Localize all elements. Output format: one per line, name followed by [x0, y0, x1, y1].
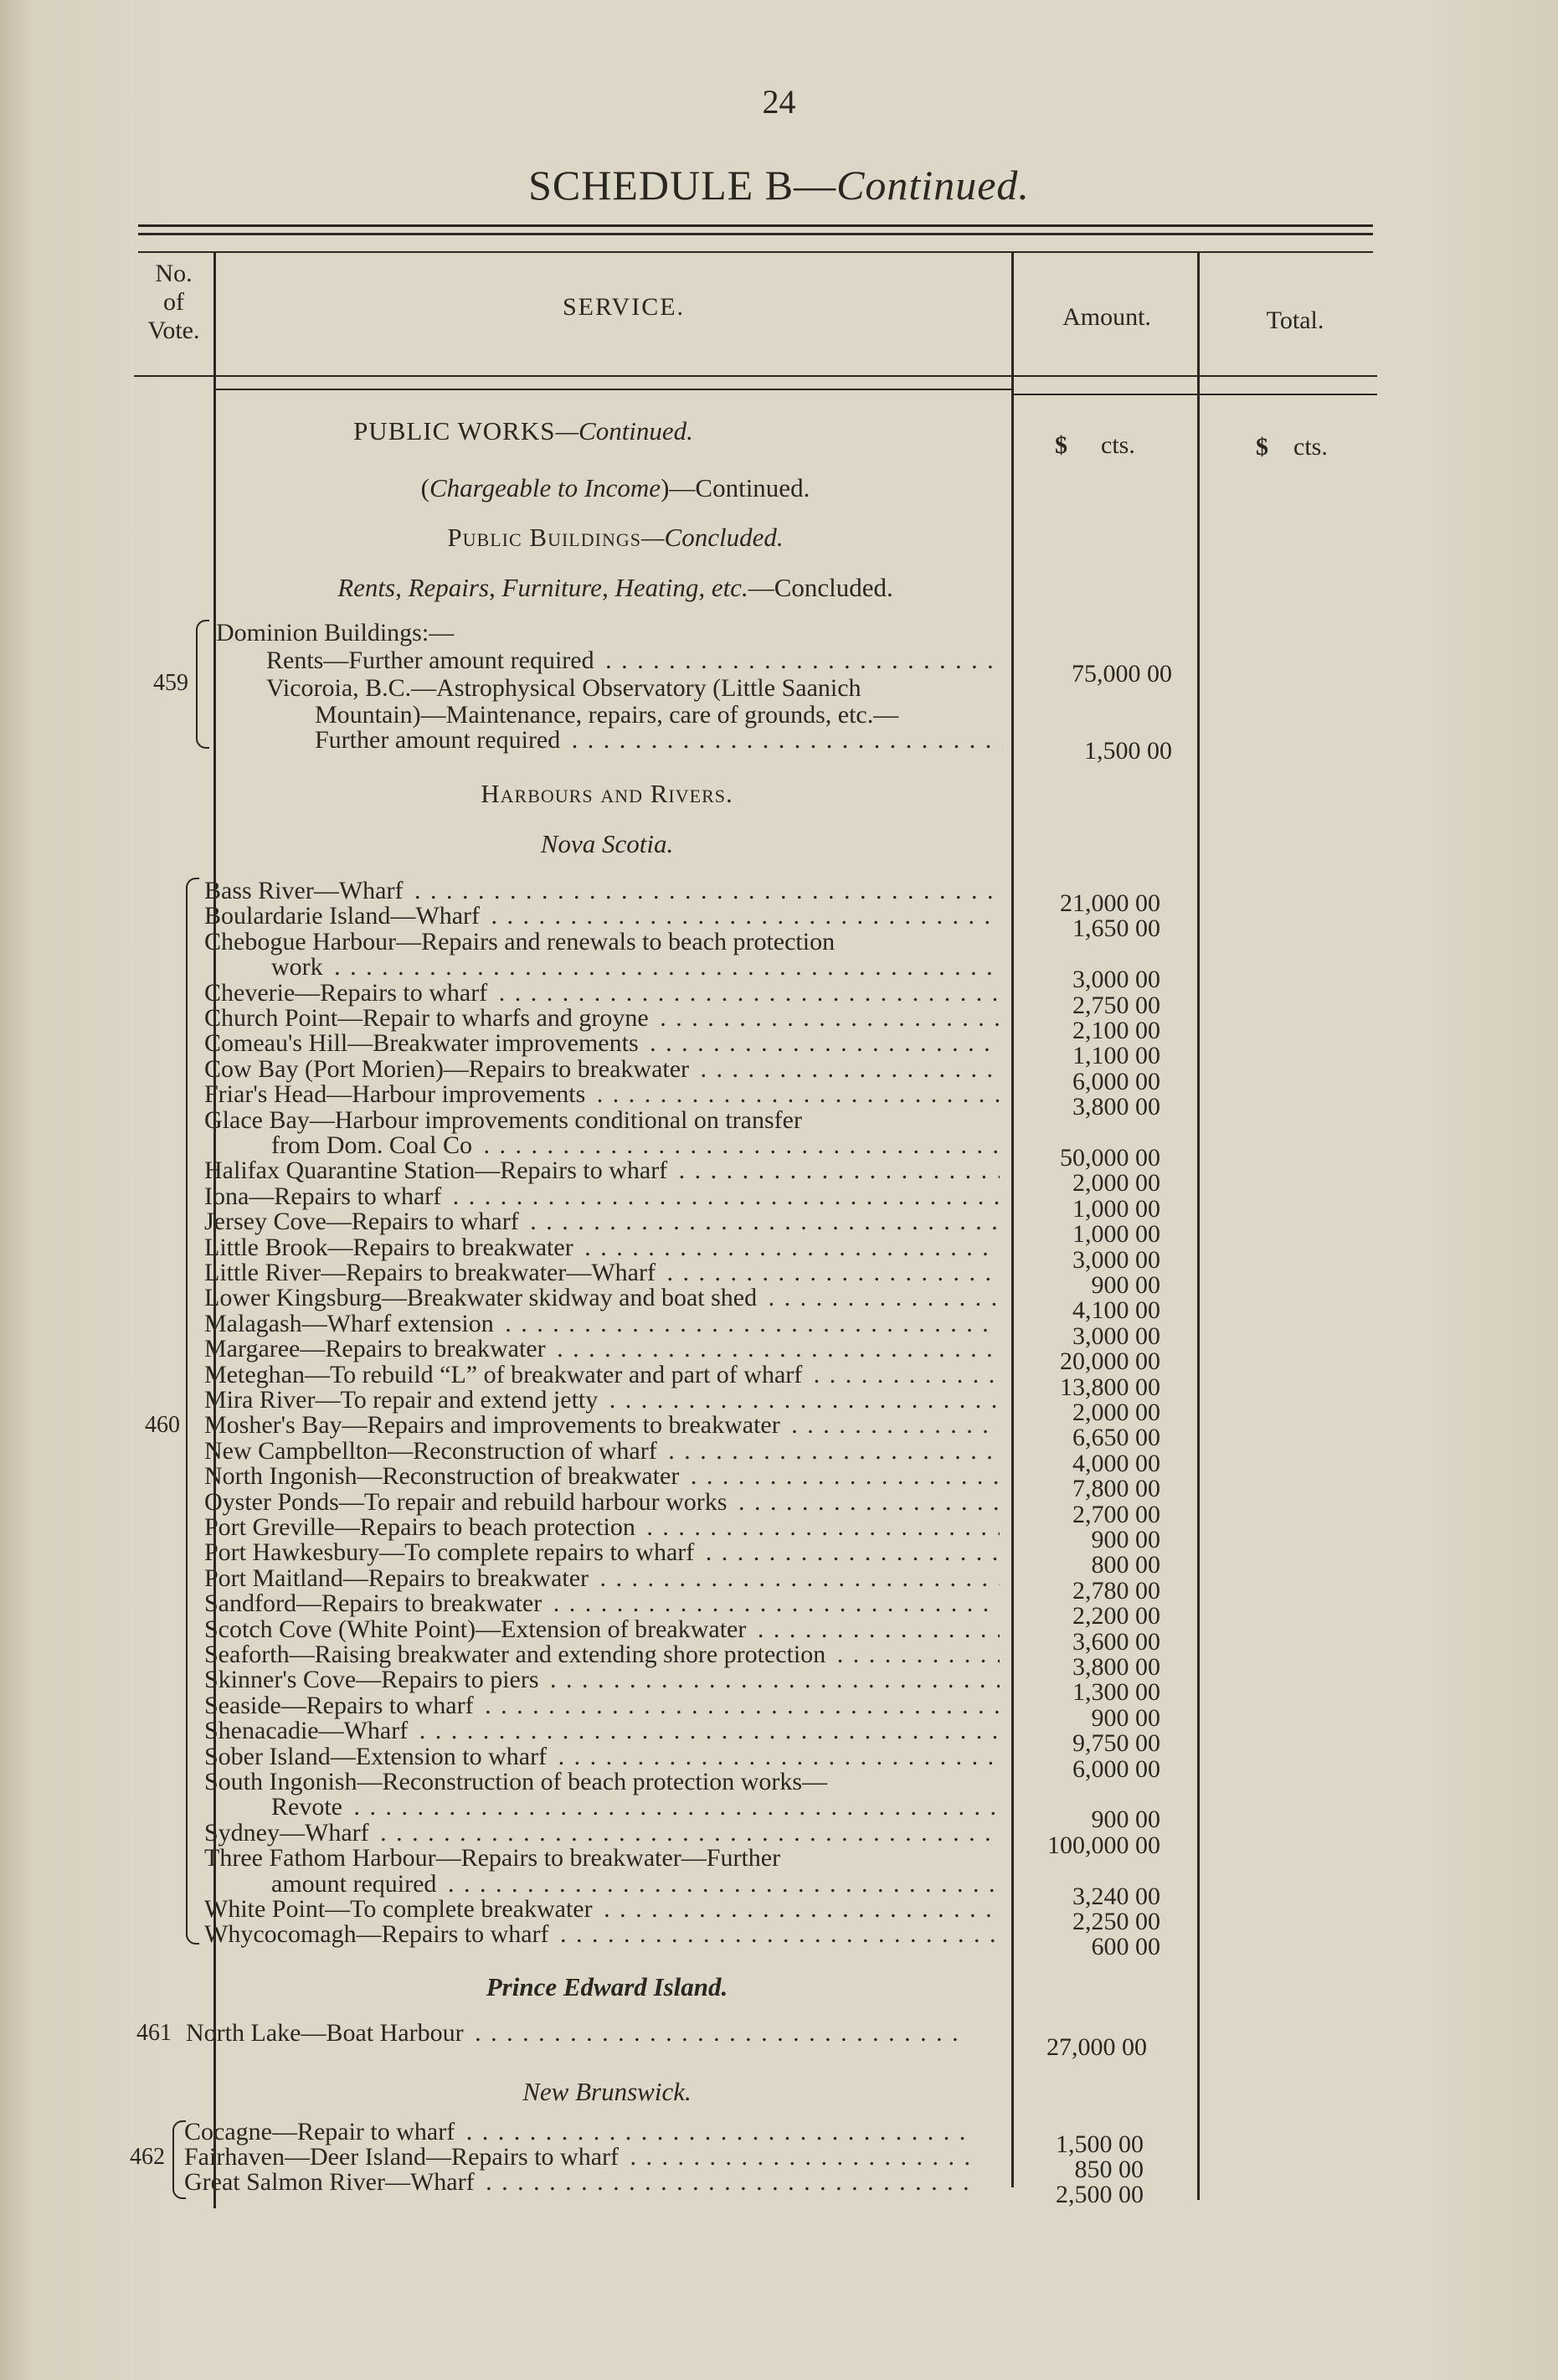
- ns-label: Cheverie—Repairs to wharf: [204, 979, 488, 1007]
- vote-462: 462: [130, 2144, 165, 2170]
- nb-label: Fairhaven—Deer Island—Repairs to wharf: [184, 2144, 619, 2171]
- ns-label: Jersey Cove—Repairs to wharf: [204, 1208, 519, 1236]
- ns-amount: 3,000 00: [1072, 1321, 1160, 1350]
- ns-amount: 900 00: [1091, 1703, 1160, 1732]
- ns-row: [204, 1030, 1000, 1057]
- nb-amount: 2,500 00: [1056, 2181, 1144, 2208]
- total-unit: [1256, 433, 1381, 461]
- ns-row: [204, 1081, 1000, 1108]
- ns-amount: 2,000 00: [1072, 1169, 1160, 1198]
- ns-row: [204, 1234, 1000, 1261]
- header-total: Total.: [1266, 307, 1324, 334]
- header-vote: Vote.: [147, 317, 200, 344]
- ns-row: [204, 1896, 1000, 1923]
- ns-amount: 3,240 00: [1072, 1882, 1160, 1910]
- ns-row: [204, 1489, 1000, 1516]
- ns-amount: 3,000 00: [1072, 966, 1160, 994]
- ns-row: [204, 1387, 1000, 1414]
- ns-amount: 21,000 00: [1060, 889, 1160, 917]
- ns-row: [204, 1590, 1000, 1617]
- section-new-brunswick: [218, 2077, 996, 2107]
- ns-label: work: [271, 954, 323, 981]
- nb-amount: 850 00: [1074, 2156, 1144, 2183]
- ns-row: [204, 1260, 1000, 1286]
- ns-row: [204, 1285, 1000, 1311]
- ns-row: [204, 980, 1000, 1007]
- ns-amount: 3,000 00: [1072, 1245, 1160, 1274]
- ns-label: Scotch Cove (White Point)—Extension of breakwater: [204, 1615, 747, 1643]
- public-works-heading: PUBLIC WORKS: [353, 416, 556, 446]
- header-amount: Amount.: [1062, 303, 1151, 331]
- ns-row: [204, 1438, 1000, 1465]
- ns-label: Revote: [271, 1794, 342, 1821]
- section-public-works: [218, 416, 829, 446]
- ns-amount: 1,650 00: [1072, 914, 1160, 943]
- ns-amount: 3,800 00: [1072, 1653, 1160, 1681]
- new-brunswick-heading: New Brunswick.: [522, 2077, 692, 2106]
- ns-row: [271, 1871, 1000, 1898]
- ns-amount: 100,000 00: [1047, 1831, 1160, 1859]
- ns-row: [204, 1921, 1000, 1948]
- rents-heading: Rents, Repairs, Furniture, Heating, etc.: [337, 573, 748, 602]
- public-works-cont: —Continued.: [555, 416, 693, 446]
- north-lake-line: North Lake—Boat Harbour . . .: [186, 2020, 969, 2047]
- section-chargeable: (Chargeable to Income)—Continued.: [420, 473, 810, 502]
- nb-row: [184, 2144, 971, 2171]
- ns-amount: 2,250 00: [1072, 1908, 1160, 1935]
- vote-460: 460: [145, 1412, 180, 1438]
- ns-label: Little Brook—Repairs to breakwater: [204, 1234, 573, 1261]
- ns-label: Sandford—Repairs to breakwater: [204, 1590, 542, 1618]
- ns-label: North Ingonish—Reconstruction of breakwater: [204, 1463, 680, 1491]
- section-rents: [218, 573, 1013, 603]
- nb-row: [184, 2119, 971, 2146]
- ns-label: Mira River—To repair and extend jetty: [204, 1387, 599, 1414]
- ns-amount: 13,800 00: [1060, 1373, 1160, 1401]
- page-number: 24: [762, 83, 796, 121]
- ns-amount: 800 00: [1091, 1551, 1160, 1579]
- ns-row: [204, 1183, 1000, 1210]
- ns-row: [204, 1692, 1000, 1719]
- chargeable-heading: Chargeable to Income: [429, 473, 661, 502]
- ns-label: Church Point—Repair to wharfs and groyne: [204, 1005, 649, 1032]
- ns-row: [204, 1463, 1000, 1490]
- ns-row: [204, 1107, 1000, 1134]
- nb-amount: 1,500 00: [1056, 2130, 1144, 2158]
- ns-row: [204, 1744, 1000, 1770]
- victoria-line-2: Mountain)—Maintenance, repairs, care of grounds, etc.—: [315, 701, 899, 729]
- ns-label: Sober Island—Extension to wharf: [204, 1743, 548, 1770]
- ns-amount: 1,300 00: [1072, 1678, 1160, 1707]
- ns-label: from Dom. Coal Co: [271, 1132, 472, 1159]
- section-pei: [218, 1972, 996, 2002]
- public-buildings-heading: Public Buildings: [447, 523, 641, 552]
- ns-row: [204, 1769, 1000, 1795]
- ns-label: New Campbellton—Reconstruction of wharf: [204, 1437, 657, 1465]
- brace-460: [186, 878, 199, 1945]
- ns-amount: 3,600 00: [1072, 1627, 1160, 1656]
- ns-amount: 4,000 00: [1072, 1449, 1160, 1477]
- ns-amount: 9,750 00: [1072, 1729, 1160, 1758]
- nb-row: [184, 2169, 971, 2196]
- ns-amount: 50,000 00: [1060, 1144, 1160, 1172]
- ns-amount: 900 00: [1091, 1271, 1160, 1299]
- ns-amount: 900 00: [1091, 1526, 1160, 1553]
- ns-label: Little River—Repairs to breakwater—Wharf: [204, 1260, 656, 1286]
- ns-amount: 2,100 00: [1072, 1017, 1160, 1044]
- ns-label: Port Greville—Repairs to beach protection: [204, 1514, 635, 1541]
- ns-row: [204, 1641, 1000, 1668]
- ns-label: Port Maitland—Repairs to breakwater: [204, 1564, 589, 1592]
- amount-unit: [1055, 431, 1193, 460]
- header-service: SERVICE.: [562, 293, 686, 321]
- ns-label: Cow Bay (Port Morien)—Repairs to breakwater: [204, 1055, 690, 1083]
- vote-461: 461: [136, 2020, 172, 2046]
- chargeable-cont: )—Continued.: [661, 473, 810, 502]
- ns-amount: 2,200 00: [1072, 1602, 1160, 1630]
- rents-line: Rents—Further amount required . . .: [266, 647, 1003, 674]
- dominion-buildings: Dominion Buildings:—: [216, 619, 455, 647]
- ns-amount: 600 00: [1091, 1933, 1160, 1961]
- pei-heading: Prince Edward Island.: [486, 1972, 728, 2001]
- rents-amount: 75,000 00: [1072, 660, 1172, 688]
- victoria-line-1: Vicoroia, B.C.—Astrophysical Observatory (Little Saanich: [266, 674, 861, 702]
- header-rule: [134, 375, 1377, 377]
- harbours-heading: Harbours and Rivers.: [481, 779, 733, 808]
- ns-label: Oyster Ponds—To repair and rebuild harbour works: [204, 1488, 728, 1516]
- ns-label: Skinner's Cove—Repairs to piers: [204, 1667, 539, 1694]
- nb-label: Great Salmon River—Wharf: [184, 2169, 475, 2196]
- page-title: [0, 161, 1558, 209]
- header-of: of: [163, 288, 184, 316]
- ns-label: Friar's Head—Harbour improvements: [204, 1081, 586, 1109]
- vote-459: 459: [153, 670, 188, 696]
- ns-label: Boulardarie Island—Wharf: [204, 903, 481, 930]
- amount-cts: cts.: [1101, 431, 1135, 459]
- header-rule-3: [1013, 394, 1377, 395]
- ns-label: Chebogue Harbour—Repairs and renewals to beach protection: [204, 927, 836, 956]
- ns-row: [204, 1565, 1000, 1592]
- ns-row: [204, 1514, 1000, 1541]
- total-cts: cts.: [1293, 433, 1328, 461]
- title-dash: —: [794, 162, 837, 209]
- ns-label: amount required: [271, 1870, 437, 1898]
- ns-row: [204, 878, 1000, 904]
- ns-row: [204, 1820, 1000, 1847]
- ns-label: Comeau's Hill—Breakwater improvements: [204, 1030, 639, 1058]
- ns-amount: 900 00: [1091, 1806, 1160, 1834]
- top-rule-3: [138, 251, 1373, 253]
- ns-amount: 1,100 00: [1072, 1042, 1160, 1070]
- section-nova-scotia: [218, 829, 996, 859]
- ns-row: [204, 1362, 1000, 1388]
- ns-label: Halifax Quarantine Station—Repairs to wharf: [204, 1157, 668, 1185]
- ns-label: Sydney—Wharf: [204, 1819, 369, 1847]
- header-no-of-vote: [134, 260, 213, 345]
- ns-label: Iona—Repairs to wharf: [204, 1182, 442, 1210]
- ns-row: [204, 1311, 1000, 1337]
- ns-amount: 2,780 00: [1072, 1576, 1160, 1605]
- section-harbours: [218, 779, 996, 809]
- ns-row: [204, 1412, 1000, 1439]
- ns-amount: 6,000 00: [1072, 1067, 1160, 1095]
- ns-row: [204, 1056, 1000, 1083]
- ns-label: Malagash—Wharf extension: [204, 1310, 494, 1337]
- amount-dollar: $: [1055, 431, 1067, 459]
- ns-label: Glace Bay—Harbour improvements conditional on transfer: [204, 1105, 802, 1134]
- brace-459: [196, 620, 209, 749]
- ns-row: [204, 1845, 1000, 1872]
- ns-amount: 1,000 00: [1072, 1194, 1160, 1223]
- ns-amount: 7,800 00: [1072, 1475, 1160, 1503]
- header-rule-2: [216, 389, 1011, 390]
- ns-row: [271, 1794, 1000, 1821]
- ns-label: Meteghan—To rebuild “L” of breakwater and part of wharf: [204, 1361, 803, 1388]
- ns-label: Lower Kingsburg—Breakwater skidway and boat shed: [204, 1285, 758, 1312]
- ns-amount: 2,700 00: [1072, 1500, 1160, 1528]
- title-continued: Continued.: [836, 162, 1030, 209]
- ns-label: Three Fathom Harbour—Repairs to breakwater—Further: [204, 1844, 781, 1873]
- ns-amount: 2,000 00: [1072, 1399, 1160, 1426]
- top-rule: [138, 224, 1373, 227]
- ns-label: Port Hawkesbury—To complete repairs to wharf: [204, 1539, 695, 1567]
- ns-row: [204, 929, 1000, 956]
- ns-label: South Ingonish—Reconstruction of beach protection works—: [204, 1768, 828, 1795]
- header-no: No.: [155, 260, 193, 287]
- ns-amount: 20,000 00: [1060, 1347, 1160, 1376]
- ns-row: [204, 1718, 1000, 1744]
- nova-scotia-heading: Nova Scotia.: [540, 829, 674, 858]
- ns-row: [271, 954, 1000, 981]
- victoria-line-3: Further amount required . . .: [315, 727, 1003, 754]
- ns-amount: 4,100 00: [1072, 1296, 1160, 1325]
- ns-label: Margaree—Repairs to breakwater: [204, 1336, 546, 1363]
- title-main: SCHEDULE B: [528, 162, 794, 209]
- ns-row: [271, 1132, 1000, 1159]
- ns-label: Seaforth—Raising breakwater and extending shore protection: [204, 1641, 826, 1668]
- section-public-buildings: [218, 523, 1013, 553]
- ns-label: Seaside—Repairs to wharf: [204, 1692, 474, 1719]
- rents-cont: —Concluded.: [748, 573, 893, 602]
- ns-row: [204, 1005, 1000, 1032]
- column-divider-amount: [1197, 253, 1200, 2200]
- ns-row: [204, 1157, 1000, 1184]
- ns-amount: 6,650 00: [1072, 1424, 1160, 1452]
- ns-row: [204, 1336, 1000, 1363]
- ns-label: Bass River—Wharf: [204, 878, 404, 904]
- ns-amount: 3,800 00: [1072, 1093, 1160, 1121]
- north-lake-amount: 27,000 00: [1046, 2033, 1147, 2061]
- ns-label: Shenacadie—Wharf: [204, 1718, 409, 1745]
- ns-label: Whycocomagh—Repairs to wharf: [204, 1921, 549, 1949]
- public-buildings-cont: —Concluded.: [640, 523, 784, 552]
- ns-row: [204, 903, 1000, 930]
- ns-label: White Point—To complete breakwater: [204, 1896, 593, 1923]
- ns-row: [204, 1616, 1000, 1643]
- total-dollar: $: [1256, 433, 1268, 461]
- ns-amount: 1,000 00: [1072, 1220, 1160, 1249]
- nb-label: Cocagne—Repair to wharf: [184, 2119, 455, 2146]
- victoria-amount: 1,500 00: [1084, 737, 1172, 765]
- ns-row: [204, 1667, 1000, 1693]
- ns-amount: 6,000 00: [1072, 1754, 1160, 1783]
- ns-amount: 2,750 00: [1072, 991, 1160, 1019]
- ns-row: [204, 1208, 1000, 1235]
- ns-row: [204, 1539, 1000, 1566]
- ns-label: Mosher's Bay—Repairs and improvements to breakwater: [204, 1412, 780, 1440]
- top-rule-2: [138, 233, 1373, 235]
